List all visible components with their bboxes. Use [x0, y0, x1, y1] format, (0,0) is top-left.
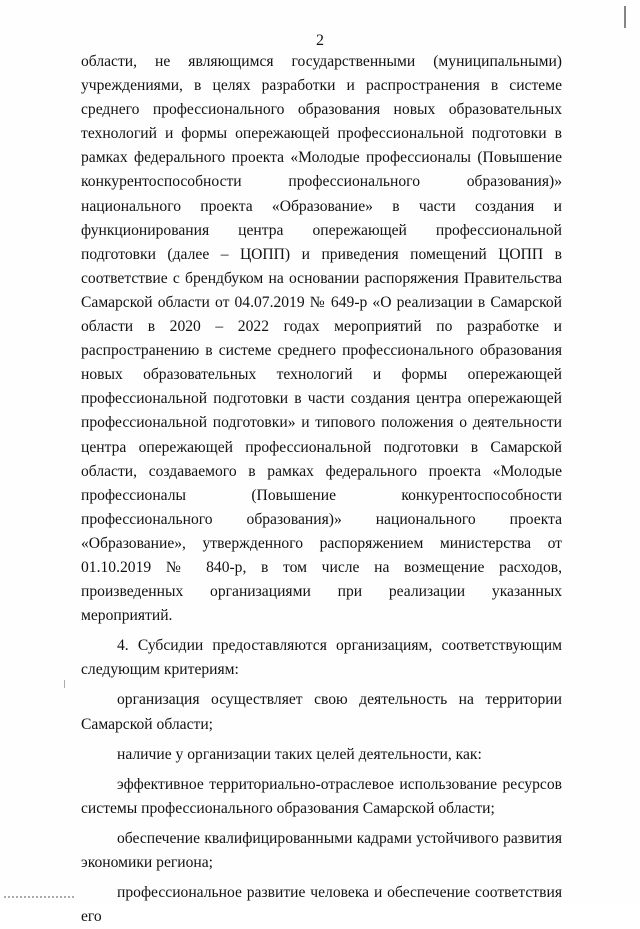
paragraph-criterion-territory: организация осуществляет свою деятельность на территории Самарской области;	[81, 691, 562, 733]
scan-artifact-mark	[624, 6, 626, 28]
paragraph-item-4: 4. Субсидии предоставляются организациям, соответствующим следующим критериям:	[81, 637, 562, 679]
paragraph-criterion-goals: наличие у организации таких целей деятельности, как:	[117, 745, 482, 763]
paragraph-goal-resources: эффективное территориально-отраслевое использование ресурсов системы профессионального образования Самарской области;	[81, 775, 562, 817]
document-body	[81, 50, 562, 929]
page-number: 2	[316, 32, 324, 49]
scan-artifact-tick	[64, 680, 65, 688]
paragraph-continuation: области, не являющимся государственными (муниципальными) учреждениями, в целях разработки и распространения в системе среднего профессионального образования новых образовательных технологий и формы опережающей профессиональной подготовки в рамках федерального проекта «Молодые профессионалы (Повышение конкурентоспособности профессионального образования)» национального проекта «Образование» в части создания и функционирования центра опережающей профессиональной подготовки (далее – ЦОПП) и приведения помещений ЦОПП в соответствие с брендбуком на основании распоряжения Правительства Самарской области от 04.07.2019 № 649-р «О реализации в Самарской области в 2020 – 2022 годах мероприятий по разработке и распространению в системе среднего профессионального образования новых образовательных технологий и формы опережающей профессиональной подготовки в части создания центра опережающей профессиональной подготовки» и типового положения о деятельности центра опережающей профессиональной подготовки в Самарской области, создаваемого в рамках федерального проекта «Молодые профессионалы (Повышение конкурентоспособности профессионального образования)» национального проекта «Образование», утвержденного распоряжением министерства от 01.10.2019 № 840-р, в том числе на возмещение расходов, произведенных организациями при реализации указанных мероприятий.	[81, 53, 562, 625]
scan-artifact-dots	[4, 896, 74, 901]
paragraph-goal-staffing: обеспечение квалифицированными кадрами устойчивого развития экономики региона;	[81, 829, 562, 871]
paragraph-goal-development: профессиональное развитие человека и обеспечение соответствия его	[81, 884, 562, 926]
